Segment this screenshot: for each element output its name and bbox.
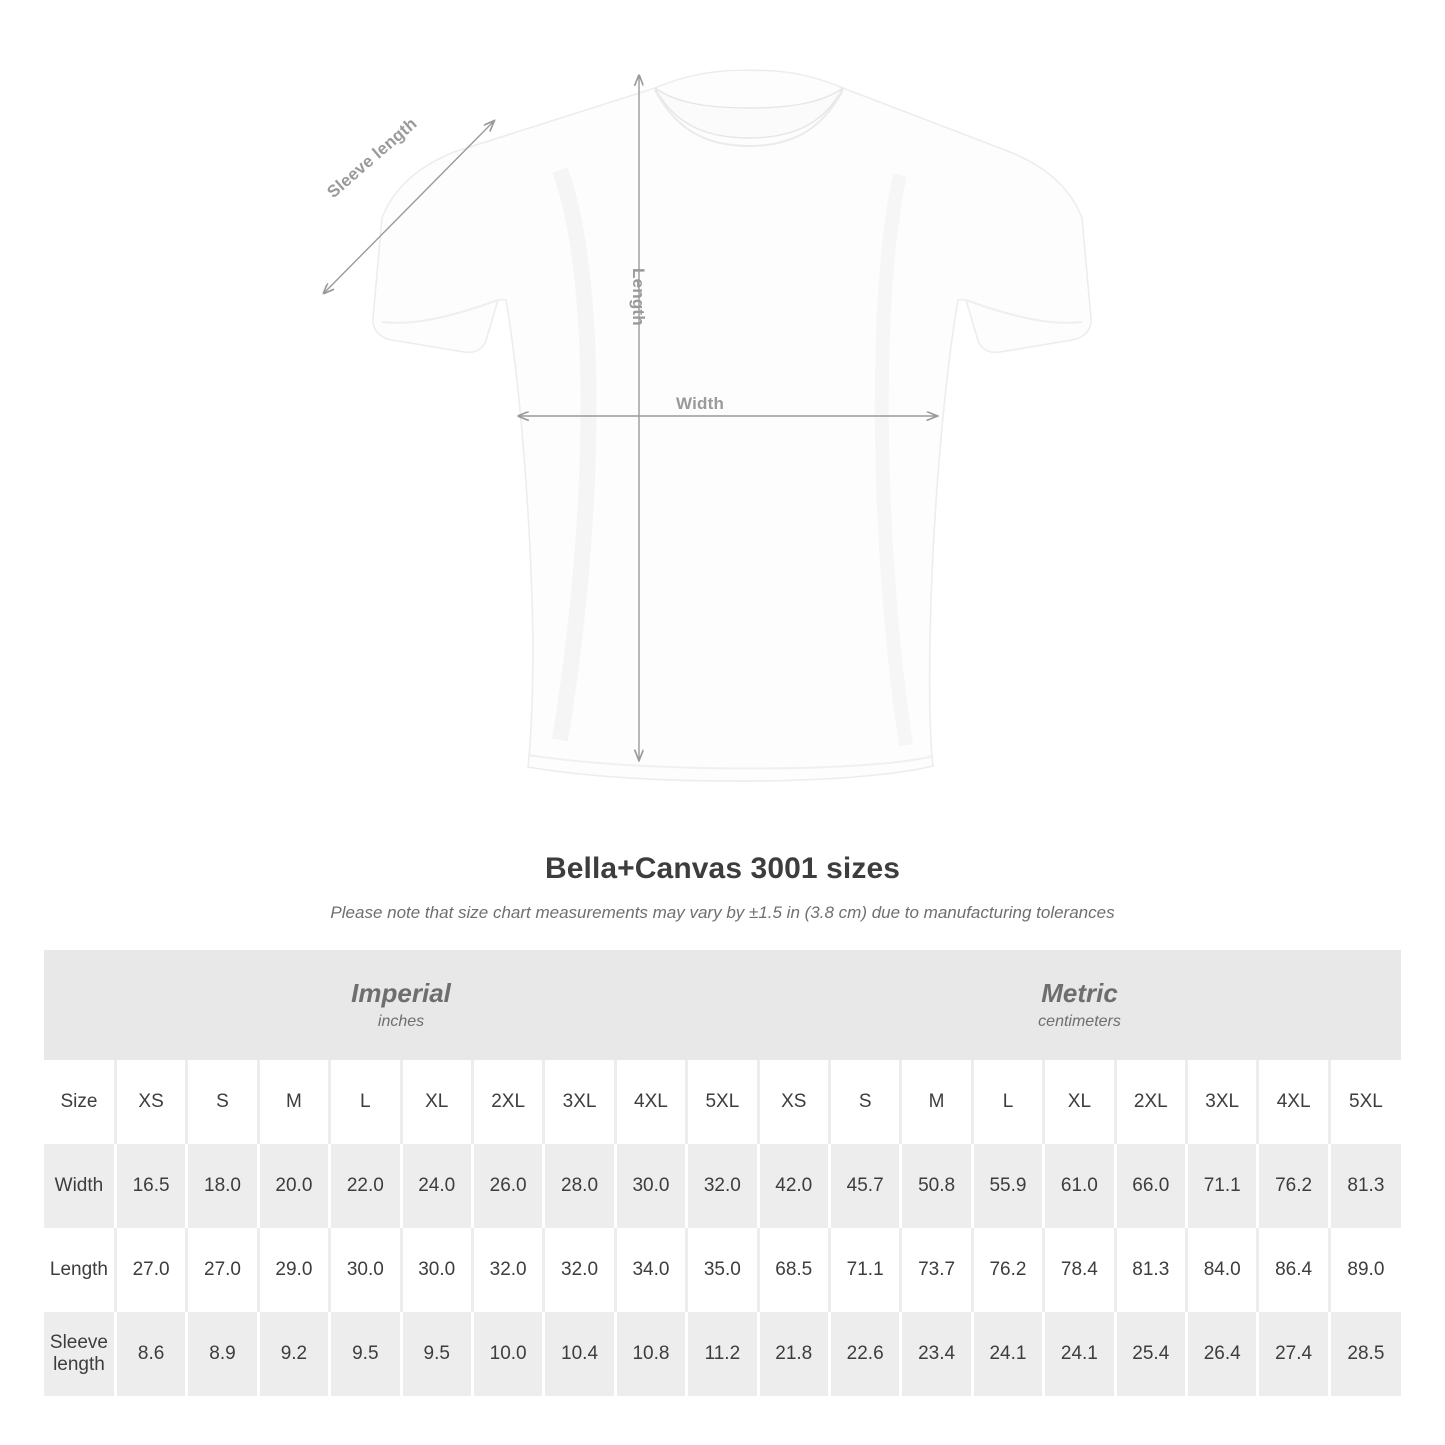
col-header-5xl-imperial: 5XL (687, 1060, 758, 1144)
cell-length-3xl-cm: 84.0 (1187, 1228, 1258, 1312)
cell-length-l-cm: 76.2 (972, 1228, 1043, 1312)
cell-length-4xl-cm: 86.4 (1258, 1228, 1329, 1312)
cell-width-xs-cm: 42.0 (758, 1144, 829, 1228)
cell-sleeve-3xl-in: 10.4 (544, 1312, 615, 1396)
cell-length-s-cm: 71.1 (829, 1228, 900, 1312)
cell-width-3xl-cm: 71.1 (1187, 1144, 1258, 1228)
col-header-2xl-metric: 2XL (1115, 1060, 1186, 1144)
cell-sleeve-4xl-in: 10.8 (615, 1312, 686, 1396)
col-header-m-imperial: M (258, 1060, 329, 1144)
row-label-width: Width (44, 1144, 115, 1228)
cell-width-2xl-cm: 66.0 (1115, 1144, 1186, 1228)
cell-width-s-in: 18.0 (187, 1144, 258, 1228)
cell-length-5xl-cm: 89.0 (1329, 1228, 1401, 1312)
cell-sleeve-xl-in: 9.5 (401, 1312, 472, 1396)
col-header-3xl-metric: 3XL (1187, 1060, 1258, 1144)
cell-length-xl-in: 30.0 (401, 1228, 472, 1312)
cell-length-5xl-in: 35.0 (687, 1228, 758, 1312)
cell-width-m-in: 20.0 (258, 1144, 329, 1228)
col-header-s-metric: S (829, 1060, 900, 1144)
cell-sleeve-xl-cm: 24.1 (1044, 1312, 1115, 1396)
col-header-3xl-imperial: 3XL (544, 1060, 615, 1144)
col-header-4xl-imperial: 4XL (615, 1060, 686, 1144)
cell-sleeve-xs-in: 8.6 (115, 1312, 186, 1396)
width-label: Width (676, 394, 725, 413)
unit-metric-sub: centimeters (1038, 1013, 1121, 1031)
unit-imperial-name: Imperial (351, 977, 451, 1008)
cell-length-4xl-in: 34.0 (615, 1228, 686, 1312)
cell-sleeve-5xl-cm: 28.5 (1329, 1312, 1401, 1396)
cell-width-xl-in: 24.0 (401, 1144, 472, 1228)
unit-imperial (44, 950, 758, 1060)
cell-width-5xl-cm: 81.3 (1329, 1144, 1401, 1228)
cell-width-3xl-in: 28.0 (544, 1144, 615, 1228)
cell-width-l-cm: 55.9 (972, 1144, 1043, 1228)
col-header-m-metric: M (901, 1060, 972, 1144)
size-table-wrap (44, 950, 1401, 1396)
cell-width-m-cm: 50.8 (901, 1144, 972, 1228)
cell-length-2xl-cm: 81.3 (1115, 1228, 1186, 1312)
cell-length-2xl-in: 32.0 (472, 1228, 543, 1312)
cell-length-xl-cm: 78.4 (1044, 1228, 1115, 1312)
unit-metric-name: Metric (1041, 977, 1118, 1008)
col-header-xs-imperial: XS (115, 1060, 186, 1144)
cell-length-xs-in: 27.0 (115, 1228, 186, 1312)
cell-sleeve-2xl-cm: 25.4 (1115, 1312, 1186, 1396)
cell-width-2xl-in: 26.0 (472, 1144, 543, 1228)
table-row-sleeve-length (44, 1312, 1401, 1396)
cell-length-m-in: 29.0 (258, 1228, 329, 1312)
cell-sleeve-s-cm: 22.6 (829, 1312, 900, 1396)
cell-length-l-in: 30.0 (330, 1228, 401, 1312)
col-header-l-metric: L (972, 1060, 1043, 1144)
size-table (44, 950, 1401, 1396)
col-header-xl-imperial: XL (401, 1060, 472, 1144)
size-header-row (44, 1060, 1401, 1144)
title-block (0, 852, 1445, 923)
col-header-4xl-metric: 4XL (1258, 1060, 1329, 1144)
cell-sleeve-m-in: 9.2 (258, 1312, 329, 1396)
col-header-xl-metric: XL (1044, 1060, 1115, 1144)
row-header-size: Size (44, 1060, 115, 1144)
tolerance-note: Please note that size chart measurements may vary by ±1.5 in (3.8 cm) due to manufacturing tolerances (330, 903, 1115, 922)
unit-header-row (44, 950, 1401, 1060)
cell-sleeve-5xl-in: 11.2 (687, 1312, 758, 1396)
cell-length-m-cm: 73.7 (901, 1228, 972, 1312)
row-label-sleeve-length: Sleeve length (44, 1312, 115, 1396)
cell-width-xl-cm: 61.0 (1044, 1144, 1115, 1228)
cell-length-xs-cm: 68.5 (758, 1228, 829, 1312)
cell-length-3xl-in: 32.0 (544, 1228, 615, 1312)
cell-sleeve-s-in: 8.9 (187, 1312, 258, 1396)
col-header-xs-metric: XS (758, 1060, 829, 1144)
shirt-shape (373, 70, 1091, 781)
row-label-length: Length (44, 1228, 115, 1312)
cell-width-5xl-in: 32.0 (687, 1144, 758, 1228)
cell-width-4xl-in: 30.0 (615, 1144, 686, 1228)
unit-metric (758, 950, 1401, 1060)
cell-sleeve-2xl-in: 10.0 (472, 1312, 543, 1396)
page-title: Bella+Canvas 3001 sizes (544, 852, 901, 885)
sleeve-length-label: Sleeve length (323, 113, 421, 202)
cell-sleeve-l-cm: 24.1 (972, 1312, 1043, 1396)
col-header-l-imperial: L (330, 1060, 401, 1144)
cell-width-xs-in: 16.5 (115, 1144, 186, 1228)
length-label: Length (629, 268, 648, 326)
cell-width-l-in: 22.0 (330, 1144, 401, 1228)
table-row-width (44, 1144, 1401, 1228)
cell-sleeve-m-cm: 23.4 (901, 1312, 972, 1396)
cell-sleeve-3xl-cm: 26.4 (1187, 1312, 1258, 1396)
cell-sleeve-l-in: 9.5 (330, 1312, 401, 1396)
cell-length-s-in: 27.0 (187, 1228, 258, 1312)
col-header-s-imperial: S (187, 1060, 258, 1144)
cell-width-s-cm: 45.7 (829, 1144, 900, 1228)
col-header-2xl-imperial: 2XL (472, 1060, 543, 1144)
table-row-length (44, 1228, 1401, 1312)
col-header-5xl-metric: 5XL (1329, 1060, 1401, 1144)
cell-sleeve-xs-cm: 21.8 (758, 1312, 829, 1396)
cell-width-4xl-cm: 76.2 (1258, 1144, 1329, 1228)
unit-imperial-sub: inches (377, 1013, 425, 1031)
cell-sleeve-4xl-cm: 27.4 (1258, 1312, 1329, 1396)
